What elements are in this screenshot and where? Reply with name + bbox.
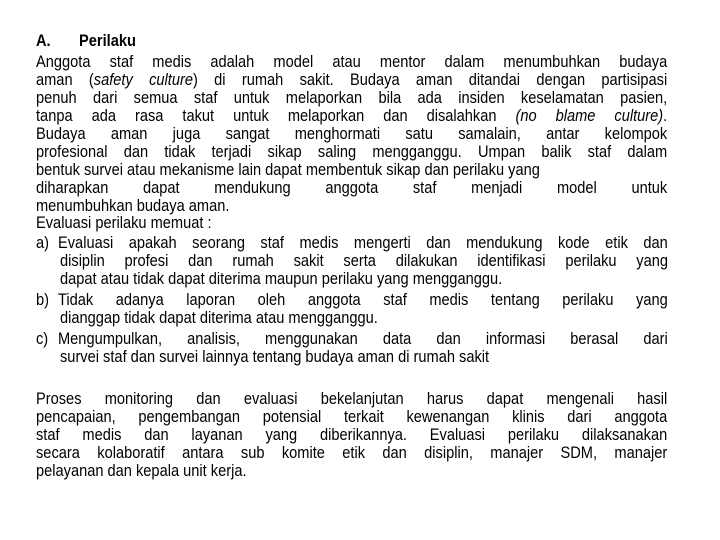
text-line: pelayanan dan kepala unit kerja. — [36, 461, 247, 480]
text-line: pencapaian, pengembangan potensial terkait kewenangan klinis dari anggota — [36, 407, 668, 426]
text-line: secara kolaboratif antara sub komite etik dan disiplin, manajer SDM, manajer — [36, 443, 668, 462]
list-marker: c) — [36, 329, 49, 348]
list-marker: b) — [36, 290, 50, 309]
text-line — [36, 107, 667, 125]
text-line: dianggap tidak dapat diterima atau mengganggu. — [60, 308, 378, 327]
text-line: dapat atau tidak dapat diterima maupun perilaku yang mengganggu. — [60, 269, 503, 288]
text-line: staf medis dan layanan yang diberikannya. Evaluasi perilaku dilaksanakan — [36, 425, 668, 444]
text-segment: tanpa ada rasa takut untuk melaporkan dan disalahkan — [36, 106, 516, 125]
italic-term: (no blame culture) — [515, 106, 664, 125]
text-line: Proses monitoring dan evaluasi bekelanjutan harus dapat mengenali hasil — [36, 389, 668, 408]
text-line: Tidak adanya laporan oleh anggota staf medis tentang perilaku yang — [58, 290, 668, 309]
evaluation-heading: Evaluasi perilaku memuat : — [36, 213, 212, 232]
text-line: diharapkan dapat mendukung anggota staf menjadi model untuk — [36, 178, 668, 197]
text-line: Budaya aman juga sangat menghormati satu samalain, antar kelompok — [36, 124, 668, 143]
text-line: survei staf dan survei lainnya tentang budaya aman di rumah sakit — [60, 347, 490, 366]
text-line: profesional dan tidak terjadi sikap saling mengganggu. Umpan balik staf dalam — [36, 142, 668, 161]
italic-term: safety culture — [93, 70, 193, 89]
text-line: disiplin profesi dan rumah sakit serta dilakukan identifikasi perilaku yang — [60, 251, 669, 270]
text-line: bentuk survei atau mekanisme lain dapat membentuk sikap dan perilaku yang — [36, 160, 540, 179]
text-line: Mengumpulkan, analisis, menggunakan data dan informasi berasal dari — [58, 329, 668, 348]
section-heading: Perilaku — [79, 31, 136, 50]
text-line — [36, 71, 667, 89]
section-marker: A. — [36, 31, 51, 50]
text-line: menumbuhkan budaya aman. — [36, 196, 230, 215]
text-segment: aman ( — [36, 70, 94, 89]
text-segment: ) di rumah sakit. Budaya aman ditandai dengan partisipasi — [192, 70, 668, 89]
text-segment: . — [663, 106, 668, 125]
text-line: penuh dari semua staf untuk melaporkan bila ada insiden keselamatan pasien, — [36, 88, 668, 107]
list-marker: a) — [36, 233, 50, 252]
text-line: Evaluasi apakah seorang staf medis mengerti dan mendukung kode etik dan — [58, 233, 668, 252]
text-line: Anggota staf medis adalah model atau mentor dalam menumbuhkan budaya — [36, 52, 668, 71]
